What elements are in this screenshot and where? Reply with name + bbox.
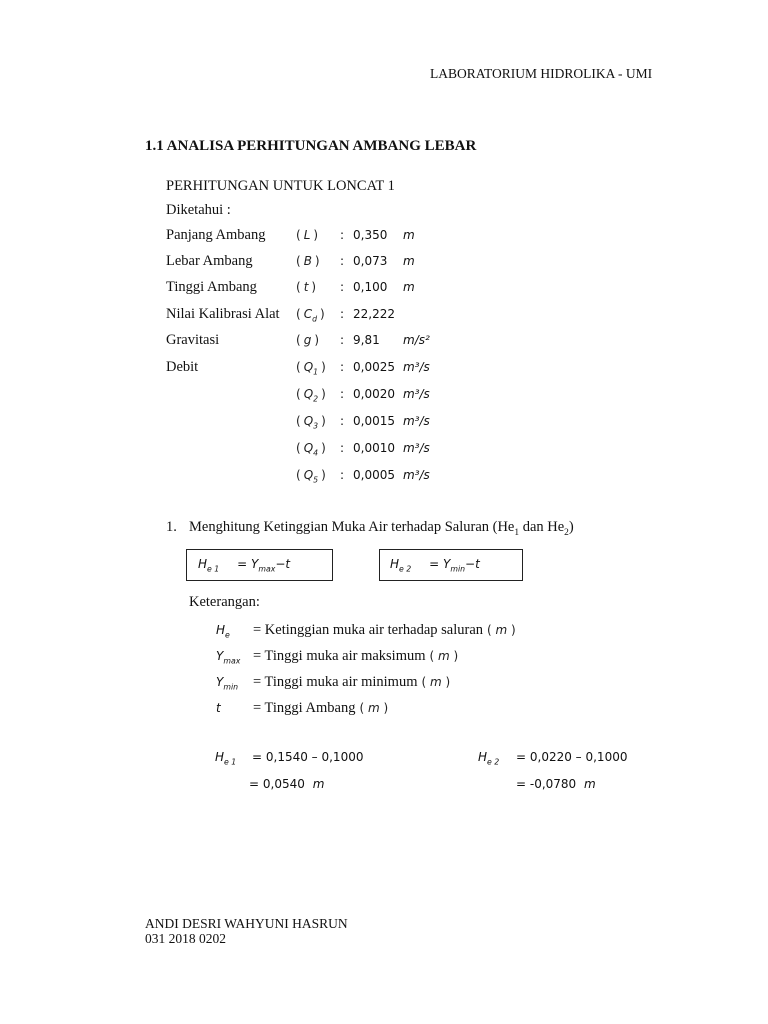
param-symbol-letter: Q	[303, 441, 314, 455]
legend-unit-letter: m	[429, 675, 442, 689]
param-value: 0,0020	[353, 387, 395, 401]
param-colon: :	[340, 280, 345, 294]
param-label: Lebar Ambang	[166, 253, 253, 269]
formula-he1	[198, 557, 291, 574]
param-unit: m³/s	[403, 387, 430, 401]
legend-description: = Tinggi muka air maksimum	[253, 648, 426, 664]
param-colon: :	[340, 387, 345, 401]
legend-text	[253, 623, 516, 638]
param-value: 0,350	[353, 228, 388, 242]
calc-he1-sub: e 1	[224, 757, 237, 767]
step-number: 1.	[166, 519, 177, 535]
param-unit: m	[403, 254, 415, 268]
legend-unit: ( m )	[429, 649, 459, 663]
param-label: Gravitasi	[166, 332, 220, 348]
legend-unit-letter: m	[367, 701, 380, 715]
param-value: 22,222	[353, 307, 395, 321]
calc-he1-line2	[249, 778, 324, 790]
step-text-2: dan He	[519, 519, 565, 535]
formula-he1-var-sub: max	[258, 564, 276, 574]
param-symbol: ( $Q_2$ )	[296, 387, 326, 404]
param-value: 0,0025	[353, 360, 395, 374]
param-symbol-letter: g	[303, 333, 312, 347]
param-symbol-sub: 1	[313, 367, 319, 377]
param-colon: :	[340, 228, 345, 242]
param-symbol-letter: Q	[303, 414, 314, 428]
formula-he2-var-sub: min	[450, 564, 466, 574]
param-unit: m/s²	[403, 333, 430, 347]
legend-description: = Ketinggian muka air terhadap saluran	[253, 622, 484, 638]
param-symbol: ( $Q_1$ )	[296, 360, 326, 377]
legend-symbol	[216, 702, 221, 714]
param-symbol: ( $Q_5$ )	[296, 468, 326, 485]
footer-id: 031 2018 0202	[145, 931, 226, 946]
legend-description: = Tinggi muka air minimum	[253, 674, 418, 690]
param-colon: :	[340, 468, 345, 482]
formula-he2	[390, 557, 480, 574]
calc-he2-unit: m	[584, 777, 596, 791]
param-colon: :	[340, 414, 345, 428]
param-symbol: ( g )	[296, 333, 319, 347]
step-text-1: Menghitung Ketinggian Muka Air terhadap Saluran (He	[189, 519, 515, 535]
section-title: 1.1 ANALISA PERHITUNGAN AMBANG LEBAR	[145, 138, 477, 154]
legend-text	[253, 675, 450, 690]
param-label: Tinggi Ambang	[166, 279, 257, 295]
legend-symbol	[216, 649, 241, 666]
param-value: 9,81	[353, 333, 380, 347]
legend-symbol	[216, 623, 230, 640]
legend-title: Keterangan:	[189, 594, 260, 610]
param-label: Debit	[166, 359, 199, 375]
footer-name: ANDI DESRI WAHYUNI HASRUN	[145, 916, 348, 931]
param-value: 0,073	[353, 254, 388, 268]
param-unit: m	[403, 228, 415, 242]
param-symbol-sub: d	[312, 314, 318, 324]
formula-he2-lhs: H	[390, 557, 400, 571]
param-symbol-letter: C	[303, 307, 313, 321]
param-colon: :	[340, 307, 345, 321]
formula-he2-t: t	[475, 557, 480, 571]
param-symbol-letter: L	[303, 228, 311, 242]
legend-symbol-letter: Y	[216, 649, 224, 663]
param-colon: :	[340, 333, 345, 347]
legend-symbol-letter: H	[216, 623, 226, 637]
param-symbol-sub: 2	[313, 394, 319, 404]
calc-he1-unit: m	[312, 777, 325, 791]
calc-he1-line1: = 0,1540 – 0,1000	[252, 750, 364, 764]
legend-symbol-letter: t	[216, 701, 221, 715]
param-colon: :	[340, 441, 345, 455]
legend-description: = Tinggi Ambang	[253, 700, 356, 716]
param-symbol: ( B )	[296, 254, 320, 268]
legend-unit-letter: m	[438, 649, 450, 663]
param-symbol: ( L )	[296, 228, 319, 242]
legend-unit: ( m )	[487, 623, 516, 637]
param-symbol-letter: B	[303, 254, 312, 268]
param-symbol-sub: 3	[313, 421, 319, 431]
legend-symbol-sub: max	[223, 656, 241, 666]
formula-he1-lhs: H	[198, 557, 208, 571]
param-unit: m³/s	[403, 360, 430, 374]
param-colon: :	[340, 254, 345, 268]
formula-he1-t: t	[285, 557, 291, 571]
formula-he1-eq: =	[237, 557, 248, 571]
calc-he1-symbol: H	[215, 750, 225, 764]
calc-he1-lhs	[215, 750, 237, 767]
param-symbol-letter: t	[303, 280, 309, 294]
param-unit: m	[403, 280, 415, 294]
param-unit: m³/s	[403, 441, 430, 455]
param-label: Panjang Ambang	[166, 227, 266, 243]
param-value: 0,0015	[353, 414, 395, 428]
param-unit: m³/s	[403, 468, 430, 482]
param-value: 0,0010	[353, 441, 395, 455]
param-colon: :	[340, 360, 345, 374]
legend-text	[253, 701, 388, 716]
calc-he2-sub: e 2	[487, 757, 500, 767]
legend-unit-letter: m	[495, 623, 508, 637]
calc-he2-symbol: H	[478, 750, 488, 764]
calc-he2-line1: = 0,0220 – 0,1000	[516, 750, 628, 764]
formula-he2-lhs-sub: e 2	[399, 564, 412, 574]
param-symbol-sub: 5	[313, 475, 319, 485]
legend-symbol	[216, 675, 239, 692]
param-symbol: ( $C_d$ )	[296, 307, 325, 324]
step-sub-2: 2	[564, 527, 569, 538]
param-symbol-sub: 4	[313, 448, 319, 458]
calc-he2-lhs	[478, 750, 500, 767]
legend-text	[253, 649, 458, 664]
subtitle: PERHITUNGAN UNTUK LONCAT 1	[166, 178, 395, 194]
param-value: 0,100	[353, 280, 388, 294]
param-symbol-letter: Q	[303, 468, 314, 482]
legend-symbol-sub: min	[223, 682, 239, 692]
formula-he1-minus: −	[275, 557, 286, 571]
formula-he2-minus: −	[465, 557, 476, 571]
calc-he2-result: = -0,0780	[516, 777, 577, 791]
param-value: 0,0005	[353, 468, 395, 482]
param-symbol: ( $Q_3$ )	[296, 414, 326, 431]
legend-unit: ( m )	[421, 675, 451, 689]
param-symbol-letter: Q	[303, 360, 314, 374]
formula-he1-var: Y	[251, 557, 259, 571]
calc-he2-line2	[516, 778, 596, 790]
step-text-3: )	[568, 519, 574, 535]
formula-he2-var: Y	[443, 557, 451, 571]
formula-he2-eq: =	[429, 557, 440, 571]
lab-header: LABORATORIUM HIDROLIKA - UMI	[430, 66, 653, 81]
param-label: Nilai Kalibrasi Alat	[166, 306, 280, 322]
legend-symbol-letter: Y	[216, 675, 224, 689]
known-label: Diketahui :	[166, 202, 231, 218]
param-unit: m³/s	[403, 414, 430, 428]
formula-he1-lhs-sub: e 1	[207, 564, 220, 574]
legend-unit: ( m )	[359, 701, 389, 715]
step-sub-1: 1	[514, 527, 520, 538]
legend-symbol-sub: e	[225, 630, 230, 640]
param-symbol: ( $Q_4$ )	[296, 441, 326, 458]
param-symbol-letter: Q	[303, 387, 314, 401]
step-heading	[189, 519, 574, 538]
calc-he1-result: = 0,0540	[249, 777, 305, 791]
param-symbol: ( t )	[296, 280, 317, 294]
